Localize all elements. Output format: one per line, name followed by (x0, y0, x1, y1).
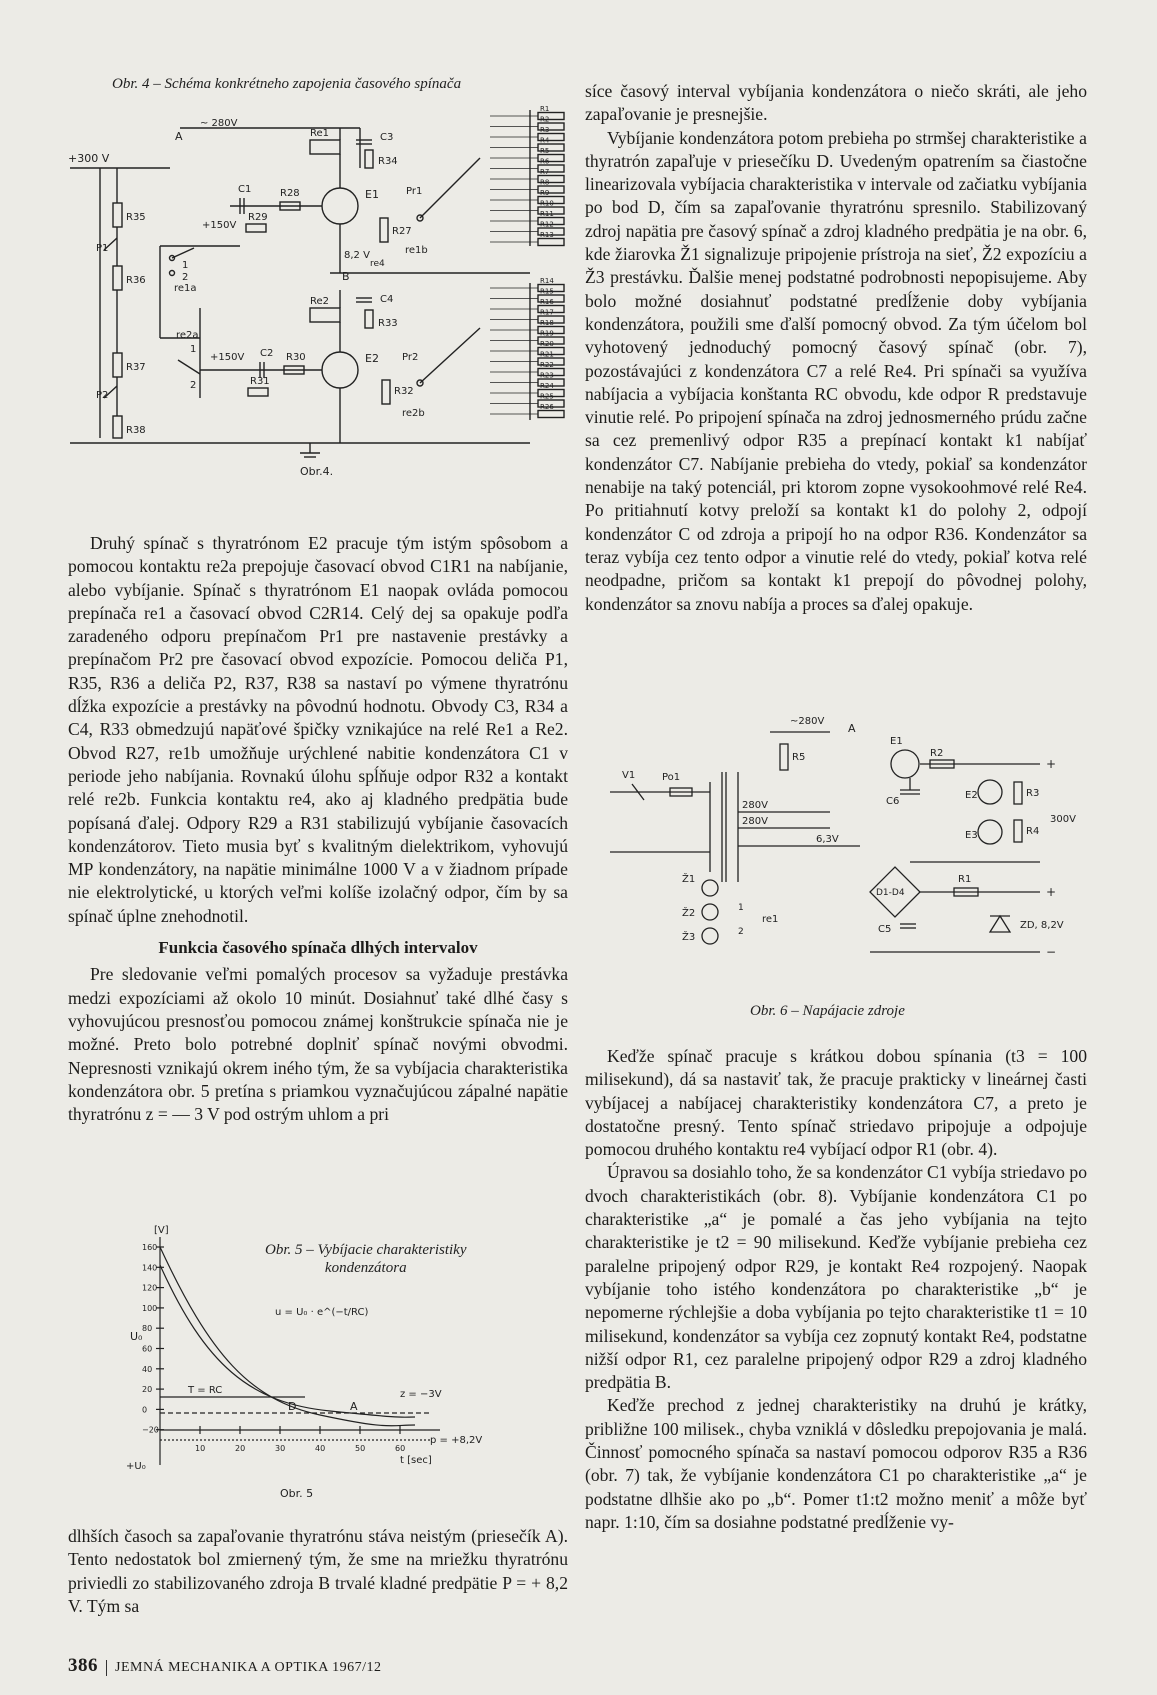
fig4-label-A: A (175, 130, 183, 143)
fig6-label-R4: R4 (1026, 826, 1040, 837)
section-heading: Funkcia časového spínača dlhých intervalov (158, 938, 478, 958)
fig5-caption-line2: kondenzátora (324, 1260, 407, 1276)
left-column-bottom (68, 1525, 568, 1618)
fig4-resistor-label-r1: R1 (540, 105, 550, 113)
fig4-label-R35: R35 (126, 212, 146, 223)
fig6-label-V1: V1 (622, 770, 636, 781)
fig4-resistor-label-r20: R20 (540, 340, 554, 348)
fig6-label-ZD: ZD, 8,2V (1020, 920, 1064, 931)
fig5-ylabel: [V] (154, 1225, 169, 1236)
fig5-xtick-label: 40 (315, 1444, 326, 1453)
fig6-label-Z1: Ž1 (682, 874, 696, 885)
fig6-label-v63: 6,3V (816, 834, 839, 845)
fig6-caption: Obr. 6 – Napájacie zdroje (750, 1003, 905, 1019)
fig4-label-E1: E1 (365, 188, 379, 201)
left-paragraph-3: dlhších časoch sa zapaľovanie thyratrónu stáva neistým (priesečík A). Tento nedostatok bol zmiernený tým, že sme na mriežku thyratrónu priviedli zo stabilizovaného zdroja B trvalé kladné predpätie P = + 8,2 V. Tým sa (68, 1526, 568, 1616)
fig4-label-C1: C1 (238, 184, 252, 195)
fig4-resistor-label-r4: R4 (540, 136, 550, 145)
fig4-resistor-r26 (538, 411, 564, 418)
fig4-label-R32: R32 (394, 386, 414, 397)
fig4-label-v300: +300 V (68, 152, 110, 165)
fig4-resistor-label-r3: R3 (540, 126, 550, 134)
left-paragraph-2: Pre sledovanie veľmi pomalých procesov sa vyžaduje prestávka medzi expozíciami až okolo 10 minút. Dosiahnuť také dlhé časy s vyhovujúcou presnosťou pomocou známej konštrukcie spínača nie je možné. Preto bolo potrebné doplniť spínač novými obvodmi. Nepresnosti vznikajú okrem iného tým, že sa vybíjacia charakteristika kondenzátora obr. 5 pretína s priamkou vyznačujúcou zápalné napätie thyratrónu z = — 3 V pod ostrým uhlom a pri (68, 964, 568, 1125)
fig5-ytick-label: 160 (142, 1243, 158, 1252)
fig4-label-Re2: Re2 (310, 296, 330, 307)
fig5-ytick-label: 80 (142, 1324, 153, 1334)
fig4-label-R29: R29 (248, 212, 268, 223)
fig6-label-E3: E3 (965, 830, 978, 841)
fig6-label-minus: − (1046, 945, 1057, 959)
fig5-xtick-label: 10 (195, 1444, 206, 1453)
fig4-label-v280: ~ 280V (200, 118, 238, 129)
fig4-resistor-label-r17: R17 (540, 308, 554, 317)
fig5-z-label: z = −3V (400, 1389, 442, 1400)
fig6-label-C6: C6 (886, 796, 900, 807)
fig4-label-R27: R27 (392, 226, 412, 237)
fig4-caption: Obr. 4 – Schéma konkrétneho zapojenia časového spínača (112, 76, 462, 92)
fig4-resistor-label-r26: R26 (540, 403, 554, 411)
fig4-label-re2a: re2a (176, 330, 199, 341)
journal-title: JEMNÁ MECHANIKA A OPTIKA 1967/12 (115, 1660, 382, 1675)
page-number: 386 (68, 1655, 98, 1676)
right-paragraph-5: Keďže prechod z jednej charakteristiky na druhú je krátky, približne 100 milisek., chyba vzniklá v dôsledku prepojovania je malá. Činnosť pomocného spínača sa nastaví pomocou odporov R35 a R36 (obr. 7) tak, že vybíjanie kondenzátora C1 po charakteristike „a“ je podstatne dlhšie ako po „b“. Pomer t1:t2 možno meniť a môže byť napr. 1:10, čím sa dosiahne podstatné predĺženie vy- (585, 1395, 1087, 1532)
fig6-label-n2: 2 (738, 927, 744, 937)
fig4-resistor-label-r11: R11 (540, 210, 554, 218)
fig6-label-n1: 1 (738, 903, 744, 913)
fig6-label-Po1: Po1 (662, 772, 681, 783)
fig4-label-P1: P1 (96, 243, 109, 254)
fig4-label-n2: 2 (182, 272, 189, 283)
fig5-ytick-label: 0 (142, 1405, 148, 1415)
fig4-label-R34: R34 (378, 156, 398, 167)
fig4-label-Re1: Re1 (310, 128, 330, 139)
fig4-label-re2b: re2b (402, 408, 425, 419)
fig5-xtick-label: 60 (395, 1444, 406, 1453)
fig6-label-Z2: Ž2 (682, 908, 696, 919)
fig4-resistor-label-r14: R14 (540, 277, 554, 285)
fig5-ytick-label: 100 (142, 1303, 158, 1313)
fig5-xtick-label: 50 (355, 1444, 366, 1453)
right-paragraph-4: Úpravou sa dosiahlo toho, že sa kondenzátor C1 vybíja striedavo po dvoch charakteristikách (obr. 8). Vybíjanie kondenzátora C1 po charakteristike „a“ je pomalé a čas jeho vybíjania na tejto charakteristike je t2 = 90 milisekund. Keďže vybíjanie prebieha cez paralelne pripojený odpor R29, je kontakt Re4 rozpojený. Naopak vybíjanie toho istého kondenzátora po charakteristike „b“ je nepomerne rýchlejšie a doba vybíjania po tejto charakteristike t1 = 10 milisekund, kondenzátor sa vybíja cez zopnutý kontakt Re4, podstatne nižší odpor R1, cez paralelne pripojený odpor R29 a zdroj kladného predpätia B. (585, 1162, 1087, 1393)
fig4-resistor-label-r18: R18 (540, 319, 554, 327)
fig6-label-R1: R1 (958, 874, 972, 885)
fig6-label-R3: R3 (1026, 788, 1040, 799)
fig5-point-A: A (350, 1400, 358, 1413)
fig4-label-re4: re4 (370, 259, 385, 269)
fig6-label-plus1: + (1046, 757, 1057, 771)
fig5-ytick-label: 40 (142, 1364, 153, 1374)
fig4-resistor-label-r24: R24 (540, 382, 554, 390)
fig4-resistor-label-r22: R22 (540, 361, 554, 369)
fig5-ytick-label: 60 (142, 1344, 153, 1354)
fig4-label-C3: C3 (380, 132, 394, 143)
right-paragraph-1: síce časový interval vybíjania kondenzátora o niečo skráti, ale jeho zapaľovanie je presnejšie. (585, 81, 1087, 125)
fig4-resistor-label-r19: R19 (540, 329, 554, 338)
fig4-label-n1b: 1 (190, 344, 197, 355)
footer-divider (106, 1660, 107, 1676)
fig4-resistor-label-r6: R6 (540, 157, 550, 166)
fig4-label-v150a: +150V (202, 220, 237, 231)
page-footer (68, 1655, 381, 1677)
fig5-xtick-label: 30 (275, 1444, 286, 1453)
right-paragraph-2: Vybíjanie kondenzátora potom prebieha po strmšej charakteristike a thyratrón zapaľuje v priesečíku D. Uvedeným opatrením sa čiastočne linearizovala vybíjacia charakteristika v intervale od začiatku vybíjania po bod D, čím sa zapaľovanie thyratrónu spresnilo. Stabilizovaný zdroj napätia pre časový spínač a zdroj kladného predpätia je na obr. 6, kde žiarovka Ž1 signalizuje pripojenie prístroja na sieť, Ž2 expozíciu a Ž3 prestávku. Ďalšie menej podstatné podrobnosti nepopisujeme. Aby bolo možné dosiahnuť podstatné predĺženie doby vybíjania kondenzátora, použili sme ďalší pomocný obvod. Za tým účelom bol vyhotovený jednoduchý pomocný časový spínač (obr. 7), pozostávajúci z kondenzátora C7 a relé Re4. Pri spínači sa využíva nabíjacia a vybíjacia konštanta RC obvodu, kde odpor R predstavuje vinutie relé. Po pripojení spínača na zdroj jednosmerného prúdu začne sa cez premenlivý odpor R35 a prepínací kontakt k1 nabíjať kondenzátor C7. Nabíjanie prebieha do vtedy, pokiaľ sa kondenzátor nenabije na taký potenciál, pri ktorom zopne vysokoohmové relé Re4. Po pritiahnutí kotvy preloží sa kontakt k1 do polohy 2, odpojí kondenzátor C od zdroja a pripojí ho na odpor R36. Kondenzátor sa teraz vybíja cez tento odpor a vinutie relé do vtedy, pokiaľ kotva relé neodpadne, pričom sa kontakt k1 prepojí do pôvodnej polohy, kondenzátor sa znovu nabíja a proces sa ďalej opakuje. (585, 127, 1087, 614)
fig6-label-E1: E1 (890, 736, 903, 747)
right-column-bottom (585, 1045, 1087, 1534)
fig4-resistor-label-r8: R8 (540, 178, 550, 187)
fig6-label-t280b: 280V (742, 816, 768, 827)
fig4-label-re1b: re1b (405, 245, 428, 256)
fig4-resistor-bank-top (490, 105, 564, 246)
fig4-label-n1: 1 (182, 260, 189, 271)
fig4-label-n2b: 2 (190, 380, 197, 391)
fig4-resistor-label-r12: R12 (540, 220, 554, 229)
fig4-label-B: B (342, 270, 350, 283)
fig6-label-re1: re1 (762, 914, 779, 925)
fig5-ytick-label: 20 (142, 1385, 153, 1395)
fig6-label-D: D1-D4 (876, 888, 905, 898)
fig4-label-C2: C2 (260, 348, 274, 359)
fig4-label-R37: R37 (126, 362, 146, 373)
fig5-point-D: D (288, 1400, 297, 1413)
left-column-top (68, 532, 568, 1126)
fig6-label-R2: R2 (930, 748, 944, 759)
fig4-resistor-label-r25: R25 (540, 392, 554, 401)
fig6-label-E2: E2 (965, 790, 978, 801)
fig6-label-Z3: Ž3 (682, 932, 696, 943)
fig6-label-A: A (848, 722, 856, 735)
fig5-p-label: p = +8,2V (430, 1435, 483, 1446)
fig4-label-Pr2: Pr2 (402, 352, 419, 363)
fig4-label-R28: R28 (280, 188, 300, 199)
fig4-label-re1a: re1a (174, 283, 197, 294)
fig4-resistor-r13 (538, 239, 564, 246)
fig4-resistor-label-r5: R5 (540, 147, 550, 155)
fig5-caption-line1: Obr. 5 – Vybíjacie charakteristiky (265, 1242, 467, 1258)
fig4-resistor-label-r16: R16 (540, 298, 554, 306)
fig6-label-t280a: 280V (742, 800, 768, 811)
fig4-label-R36: R36 (126, 275, 146, 286)
right-column-top (585, 80, 1087, 616)
fig5-ytick-label: −20 (142, 1425, 159, 1435)
fig5-ylabel2: U₀ (130, 1330, 143, 1343)
fig4-resistor-bank-bottom (490, 277, 564, 420)
fig5-formula: u = U₀ · e^(−t/RC) (275, 1307, 369, 1318)
fig4-resistor-label-r21: R21 (540, 350, 554, 359)
fig6-label-C5: C5 (878, 924, 892, 935)
fig4-label-v82: 8,2 V (344, 250, 370, 261)
fig5-xlabel: t [sec] (400, 1455, 432, 1466)
fig4-resistor-label-r15: R15 (540, 287, 554, 296)
fig4-label-R33: R33 (378, 318, 398, 329)
left-paragraph-1: Druhý spínač s thyratrónom E2 pracuje tým istým spôsobom a pomocou kontaktu re2a prepojuje časovací obvod C1R1 na nabíjanie, alebo vybíjanie. Spínač s thyratrónom E1 naopak ovláda pomocou prepínača re1 a časovací obvod C2R14. Celý dej sa opakuje podľa zaradeného odporu prepínačom Pr1 pre nastavenie prestávky a prepínačom Pr2 pre časovací obvod expozície. Pomocou deliča P1, R35, R36 a deliča P2, R37, R38 sa nastaví po výmene thyratrónu dĺžka expozície a prestávky na pôvodnú hodnotu. Obvody C3, R34 a C4, R33 obmedzujú napäťové špičky vznikajúce na relé Re1 a Re2. Obvod R27, re1b umožňuje urýchlené nabitie kondenzátora C1 v periode jeho nabíjania. Rovnakú úlohu spĺňuje odpor R32 a kontakt relé re2b. Funkcia kontaktu re4, ako aj kladného predpätia bude popísaná ďalej. Odpory R29 a R31 stabilizujú vybíjanie časovacích kondenzátorov. Tieto musia byť s kvalitným dielektrikom, vyhovujú MP kondenzátory, na napätie minimálne 1000 V a v žiadnom prípade nie elektrolytické, u ktorých veľmi kolíše izolačný odpor, čím by sa spínač úplne znehodnotil. (68, 533, 568, 926)
fig4-label-R31: R31 (250, 376, 270, 387)
fig6-label-v280: ~280V (790, 716, 825, 727)
fig6-label-R5: R5 (792, 752, 806, 763)
fig4-resistor-label-r13: R13 (540, 231, 554, 239)
fig4-resistor-label-r2: R2 (540, 115, 550, 124)
fig5-xtick-label: 20 (235, 1444, 246, 1453)
fig5-u0-label: +U₀ (126, 1461, 146, 1472)
fig4-resistor-label-r7: R7 (540, 168, 550, 176)
fig5-ytick-label: 120 (142, 1283, 158, 1293)
fig6-schematic (610, 712, 1090, 992)
fig5-ytick-label: 140 (142, 1263, 158, 1273)
fig4-resistor-label-r23: R23 (540, 371, 554, 380)
fig6-label-v300: 300V (1050, 814, 1076, 825)
fig4-label-R30: R30 (286, 352, 306, 363)
fig4-label-Pr1: Pr1 (406, 186, 423, 197)
fig6-label-plus2: + (1046, 885, 1057, 899)
fig4-label-E2: E2 (365, 352, 379, 365)
right-paragraph-3: Keďže spínač pracuje s krátkou dobou spínania (t3 = 100 milisekund), dá sa nastaviť tak, že pracuje prakticky v lineárnej časti vybíjacej a nabíjacej charakteristiky kondenzátora C7, a preto je dostatočne presný. Tento spínač striedavo pripojuje a odpojuje pomocou druhého kontaktu re4 vybíjací odpor R1 (obr. 4). (585, 1046, 1087, 1160)
fig4-label-R38: R38 (126, 425, 146, 436)
fig4-label-v150b: +150V (210, 352, 245, 363)
fig5-sublabel: Obr. 5 (280, 1487, 314, 1500)
fig4-sublabel: Obr.4. (300, 465, 334, 478)
fig5-caption (265, 1241, 467, 1277)
fig4-schematic (60, 98, 580, 528)
fig4-resistor-label-r9: R9 (540, 189, 550, 197)
fig4-label-C4: C4 (380, 294, 394, 305)
fig5-T-RC: T = RC (188, 1385, 223, 1396)
fig4-resistor-label-r10: R10 (540, 199, 554, 208)
fig4-label-P2: P2 (96, 390, 109, 401)
